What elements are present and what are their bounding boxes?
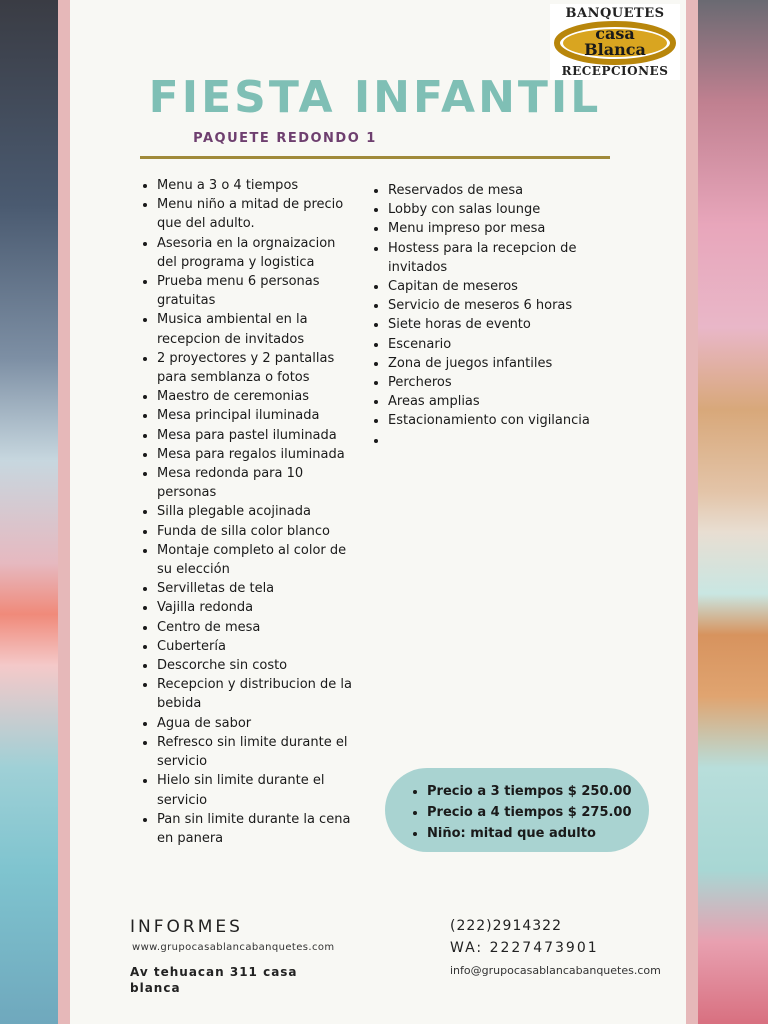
price-item: • Precio a 4 tiempos $ 275.00 bbox=[427, 802, 632, 823]
list-item: • Funda de silla color blanco bbox=[157, 522, 357, 541]
list-item: • Hielo sin limite durante el servicio bbox=[157, 771, 357, 809]
list-item: • Percheros bbox=[388, 373, 598, 392]
list-item: • Escenario bbox=[388, 335, 598, 354]
list-item: • Cubertería bbox=[157, 637, 357, 656]
list-item-empty bbox=[388, 431, 598, 450]
list-item: • Servilletas de tela bbox=[157, 579, 357, 598]
list-item: • Mesa redonda para 10 personas bbox=[157, 464, 357, 502]
informes-heading: INFORMES bbox=[130, 917, 243, 937]
divider bbox=[140, 156, 610, 159]
phone-number[interactable]: (222)2914322 bbox=[450, 918, 562, 934]
list-item: • Menu niño a mitad de precio que del adulto. bbox=[157, 195, 357, 233]
package-subtitle: PAQUETE REDONDO 1 bbox=[193, 131, 377, 146]
list-item: • Siete horas de evento bbox=[388, 315, 598, 334]
list-item: • Mesa para regalos iluminada bbox=[157, 445, 357, 464]
logo-mark-blanca: Blanca bbox=[584, 40, 646, 59]
background-right bbox=[698, 0, 768, 1024]
price-item: • Niño: mitad que adulto bbox=[427, 823, 632, 844]
logo-bottom-text: RECEPCIONES bbox=[561, 64, 669, 78]
list-item: • Prueba menu 6 personas gratuitas bbox=[157, 272, 357, 310]
list-item: • Menu a 3 o 4 tiempos bbox=[157, 176, 357, 195]
address-text: Av tehuacan 311 casa blanca bbox=[130, 965, 298, 995]
list-item: • Asesoria en la orgnaizacion del programa y logistica bbox=[157, 234, 357, 272]
list-item: • Silla plegable acojinada bbox=[157, 502, 357, 521]
included-list-left bbox=[139, 176, 357, 848]
list-item: • Mesa principal iluminada bbox=[157, 406, 357, 425]
list-item: • Servicio de meseros 6 horas bbox=[388, 296, 598, 315]
list-item: • Maestro de ceremonias bbox=[157, 387, 357, 406]
list-item: • Musica ambiental en la recepcion de invitados bbox=[157, 310, 357, 348]
email-link[interactable]: info@grupocasablancabanquetes.com bbox=[450, 964, 661, 977]
price-list bbox=[385, 781, 632, 844]
list-item: • Reservados de mesa bbox=[388, 181, 598, 200]
price-item: • Precio a 3 tiempos $ 250.00 bbox=[427, 781, 632, 802]
list-item: • Lobby con salas lounge bbox=[388, 200, 598, 219]
list-item: • Mesa para pastel iluminada bbox=[157, 426, 357, 445]
logo-top-text: BANQUETES bbox=[565, 6, 665, 21]
list-item: • Vajilla redonda bbox=[157, 598, 357, 617]
list-item: • Agua de sabor bbox=[157, 714, 357, 733]
logo-mark-casa: casa bbox=[595, 24, 635, 43]
whatsapp-number[interactable]: WA: 2227473901 bbox=[450, 940, 599, 956]
list-item: • 2 proyectores y 2 pantallas para semblanza o fotos bbox=[157, 349, 357, 387]
list-item: • Areas amplias bbox=[388, 392, 598, 411]
price-box bbox=[385, 768, 649, 852]
included-list-right bbox=[370, 181, 598, 450]
list-item: • Recepcion y distribucion de la bebida bbox=[157, 675, 357, 713]
list-item: • Capitan de meseros bbox=[388, 277, 598, 296]
list-item: • Centro de mesa bbox=[157, 618, 357, 637]
list-item: • Hostess para la recepcion de invitados bbox=[388, 239, 598, 277]
list-item: • Refresco sin limite durante el servicio bbox=[157, 733, 357, 771]
background-left bbox=[0, 0, 60, 1024]
list-item: • Descorche sin costo bbox=[157, 656, 357, 675]
page-title: FIESTA INFANTIL bbox=[148, 72, 602, 123]
list-item: • Menu impreso por mesa bbox=[388, 219, 598, 238]
list-item: • Estacionamiento con vigilancia bbox=[388, 411, 598, 430]
list-item: • Zona de juegos infantiles bbox=[388, 354, 598, 373]
list-item: • Pan sin limite durante la cena en panera bbox=[157, 810, 357, 848]
casa-blanca-logo bbox=[550, 4, 680, 80]
website-link[interactable]: www.grupocasablancabanquetes.com bbox=[132, 942, 335, 953]
list-item: • Montaje completo al color de su elección bbox=[157, 541, 357, 579]
